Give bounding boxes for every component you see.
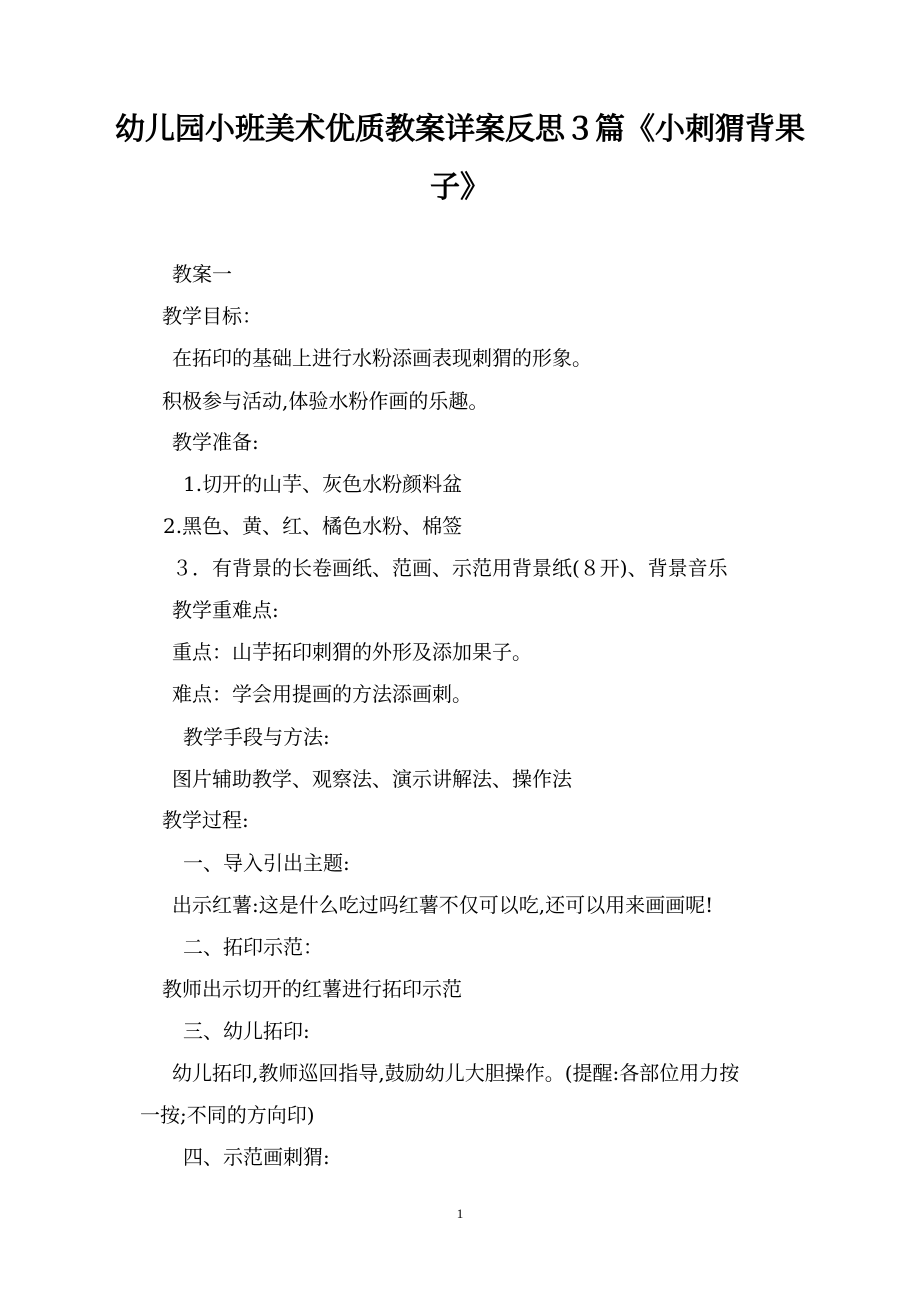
- paragraph-line: 积极参与活动,体验水粉作画的乐趣。: [162, 389, 489, 413]
- title-line-2: 子》: [430, 170, 490, 205]
- page-number: 1: [456, 1206, 464, 1221]
- paragraph-line: 教学手段与方法:: [183, 725, 330, 749]
- document-title: [100, 101, 820, 217]
- paragraph-line: 教学准备:: [172, 430, 259, 454]
- paragraph-line: 教学重难点:: [172, 598, 279, 622]
- paragraph-line: 2.黑色、黄、红、橘色水粉、棉签: [163, 514, 463, 538]
- paragraph-line: 四、示范画刺猬:: [183, 1145, 330, 1169]
- paragraph-line: 教师出示切开的红薯进行拓印示范: [162, 977, 462, 1001]
- paragraph-line: 幼儿拓印,教师巡回指导,鼓励幼儿大胆操作。(提醒:各部位用力按: [172, 1061, 740, 1085]
- paragraph-line: 图片辅助教学、观察法、演示讲解法、操作法: [172, 767, 572, 791]
- paragraph-line: 教学过程:: [162, 808, 249, 832]
- paragraph-line: 难点：学会用提画的方法添画刺。: [172, 682, 472, 706]
- title-line-1: 幼儿园小班美术优质教案详案反思３篇《小刺猬背果: [115, 112, 805, 147]
- paragraph-line: 一、导入引出主题:: [183, 851, 350, 875]
- paragraph-line: 在拓印的基础上进行水粉添画表现刺猬的形象。: [172, 346, 592, 370]
- paragraph-line: 教学目标：: [162, 304, 262, 328]
- paragraph-line: 二、拓印示范：: [183, 935, 323, 959]
- paragraph-line: 一按;不同的方向印): [140, 1103, 315, 1127]
- paragraph-line: 出示红薯:这是什么吃过吗红薯不仅可以吃,还可以用来画画呢!: [172, 893, 714, 917]
- paragraph-line: 1.切开的山芋、灰色水粉颜料盆: [183, 472, 463, 496]
- paragraph-line: 教案一: [172, 262, 232, 286]
- paragraph-line: ３．有背景的长卷画纸、范画、示范用背景纸(８开)、背景音乐: [172, 556, 728, 580]
- paragraph-line: 三、幼儿拓印:: [183, 1019, 310, 1043]
- paragraph-line: 重点：山芋拓印刺猬的外形及添加果子。: [172, 640, 532, 664]
